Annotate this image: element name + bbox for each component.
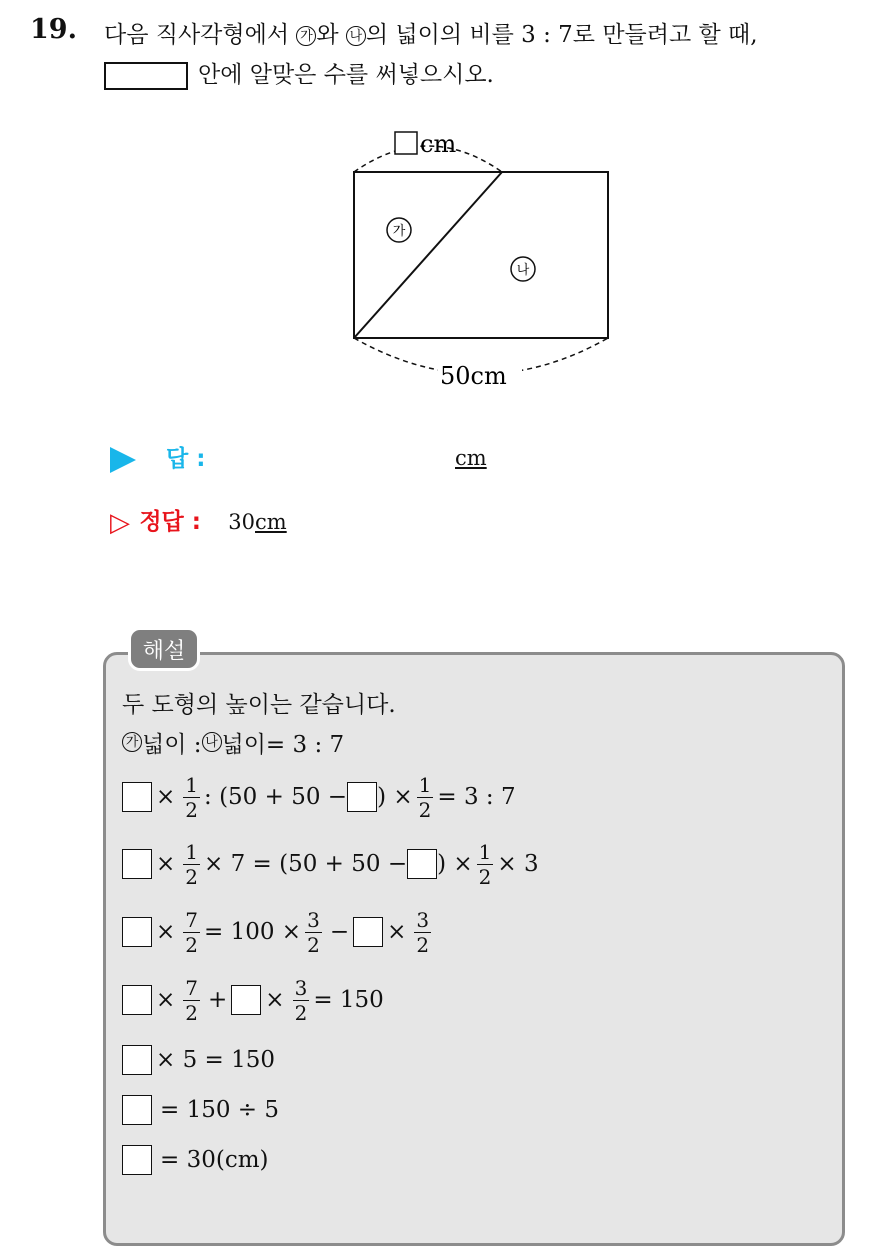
blank-square (122, 782, 152, 812)
diagonal-line (354, 172, 502, 338)
equation-2 (122, 834, 539, 894)
rectangle-diagram (340, 120, 630, 400)
eq1-text-b: : (50 + 50 − (204, 784, 348, 810)
blank-square (231, 985, 261, 1015)
eq4-text-d: = 150 (313, 987, 384, 1013)
explanation-text-2a: 넓이 : (142, 731, 202, 758)
fraction: $\frac{1}{2}$ (418, 772, 432, 822)
equation-3 (122, 902, 435, 962)
rectangle-figure (340, 120, 630, 404)
equation-5 (122, 1032, 275, 1088)
explanation-tab: 해설 (128, 627, 200, 671)
blank-box (104, 62, 188, 90)
eq5-text: × 5 = 150 (156, 1047, 276, 1073)
correct-answer-label: 정답 : (139, 509, 201, 535)
eq3-op-a: × (156, 919, 176, 945)
fraction: $\frac{1}{2}$ (478, 839, 492, 889)
eq4-op-a: × (156, 987, 176, 1013)
outline-arrow-icon: ▷ (110, 508, 130, 538)
blank-square (353, 917, 383, 947)
blank-square (122, 849, 152, 879)
question-text-b: 와 (316, 22, 346, 48)
answer-unit: cm (455, 446, 487, 470)
eq3-op-c: − (329, 919, 350, 945)
explanation-text-2b: 넓이= 3 : 7 (221, 731, 345, 758)
blank-square (122, 1045, 152, 1075)
equation-4 (122, 970, 384, 1030)
bottom-label: 50cm (440, 362, 507, 390)
explanation-line-2 (122, 714, 344, 770)
eq2-text-b: × 7 = (50 + 50 − (204, 851, 408, 877)
fraction: $\frac{7}{2}$ (185, 975, 199, 1025)
blank-square (122, 917, 152, 947)
answer-row (110, 440, 205, 473)
blank-square (122, 1095, 152, 1125)
eq2-op-a: × (156, 851, 176, 877)
top-blank-square (395, 132, 417, 154)
question-text-line2: 안에 알맞은 수를 써넣으시오. (198, 62, 494, 88)
eq4-op-b: + (208, 987, 228, 1013)
correct-answer-unit: cm (255, 510, 287, 534)
correct-answer-row (110, 503, 287, 538)
fraction: $\frac{1}{2}$ (185, 839, 199, 889)
question-text-c: 의 넓이의 비를 3 : 7로 만들려고 할 때, (365, 22, 758, 48)
circled-na-label: 나 (202, 732, 222, 752)
play-arrow-icon (110, 447, 136, 473)
equation-7 (122, 1132, 269, 1188)
circled-na-label: 나 (346, 26, 366, 46)
fraction: $\frac{3}{2}$ (416, 907, 430, 957)
fraction: $\frac{7}{2}$ (185, 907, 199, 957)
fraction: $\frac{3}{2}$ (294, 975, 308, 1025)
fraction: $\frac{3}{2}$ (307, 907, 320, 957)
circled-ga-label: 가 (296, 26, 316, 46)
eq7-text: = 30(cm) (160, 1147, 269, 1173)
question-line-2 (104, 56, 494, 90)
top-label: cm (420, 130, 457, 158)
explanation-text-1: 두 도형의 높이는 같습니다. (122, 691, 396, 718)
correct-answer-value: 30 (228, 510, 256, 534)
blank-square (347, 782, 377, 812)
equation-1 (122, 767, 516, 827)
blank-square (122, 985, 152, 1015)
eq4-op-c: × (265, 987, 285, 1013)
eq1-text-c: ) × (377, 784, 413, 810)
blank-square (407, 849, 437, 879)
eq3-text-b: = 100 × (204, 919, 302, 945)
fraction: $\frac{1}{2}$ (185, 772, 199, 822)
eq2-text-c: ) × (437, 851, 473, 877)
region-na-label: 나 (516, 263, 530, 278)
question-line-1 (104, 16, 758, 49)
eq6-text: = 150 ÷ 5 (160, 1097, 280, 1123)
blank-square (122, 1145, 152, 1175)
eq1-text-d: = 3 : 7 (437, 784, 516, 810)
circled-ga-label: 가 (122, 732, 142, 752)
region-ga-label: 가 (392, 224, 406, 239)
question-number: 19. (30, 14, 77, 45)
eq2-text-d: × 3 (497, 851, 539, 877)
equation-6 (122, 1082, 279, 1138)
eq1-op-a: × (156, 784, 176, 810)
eq3-op-d: × (387, 919, 407, 945)
question-text-a: 다음 직사각형에서 (104, 22, 297, 48)
answer-label: 답 : (166, 446, 206, 472)
